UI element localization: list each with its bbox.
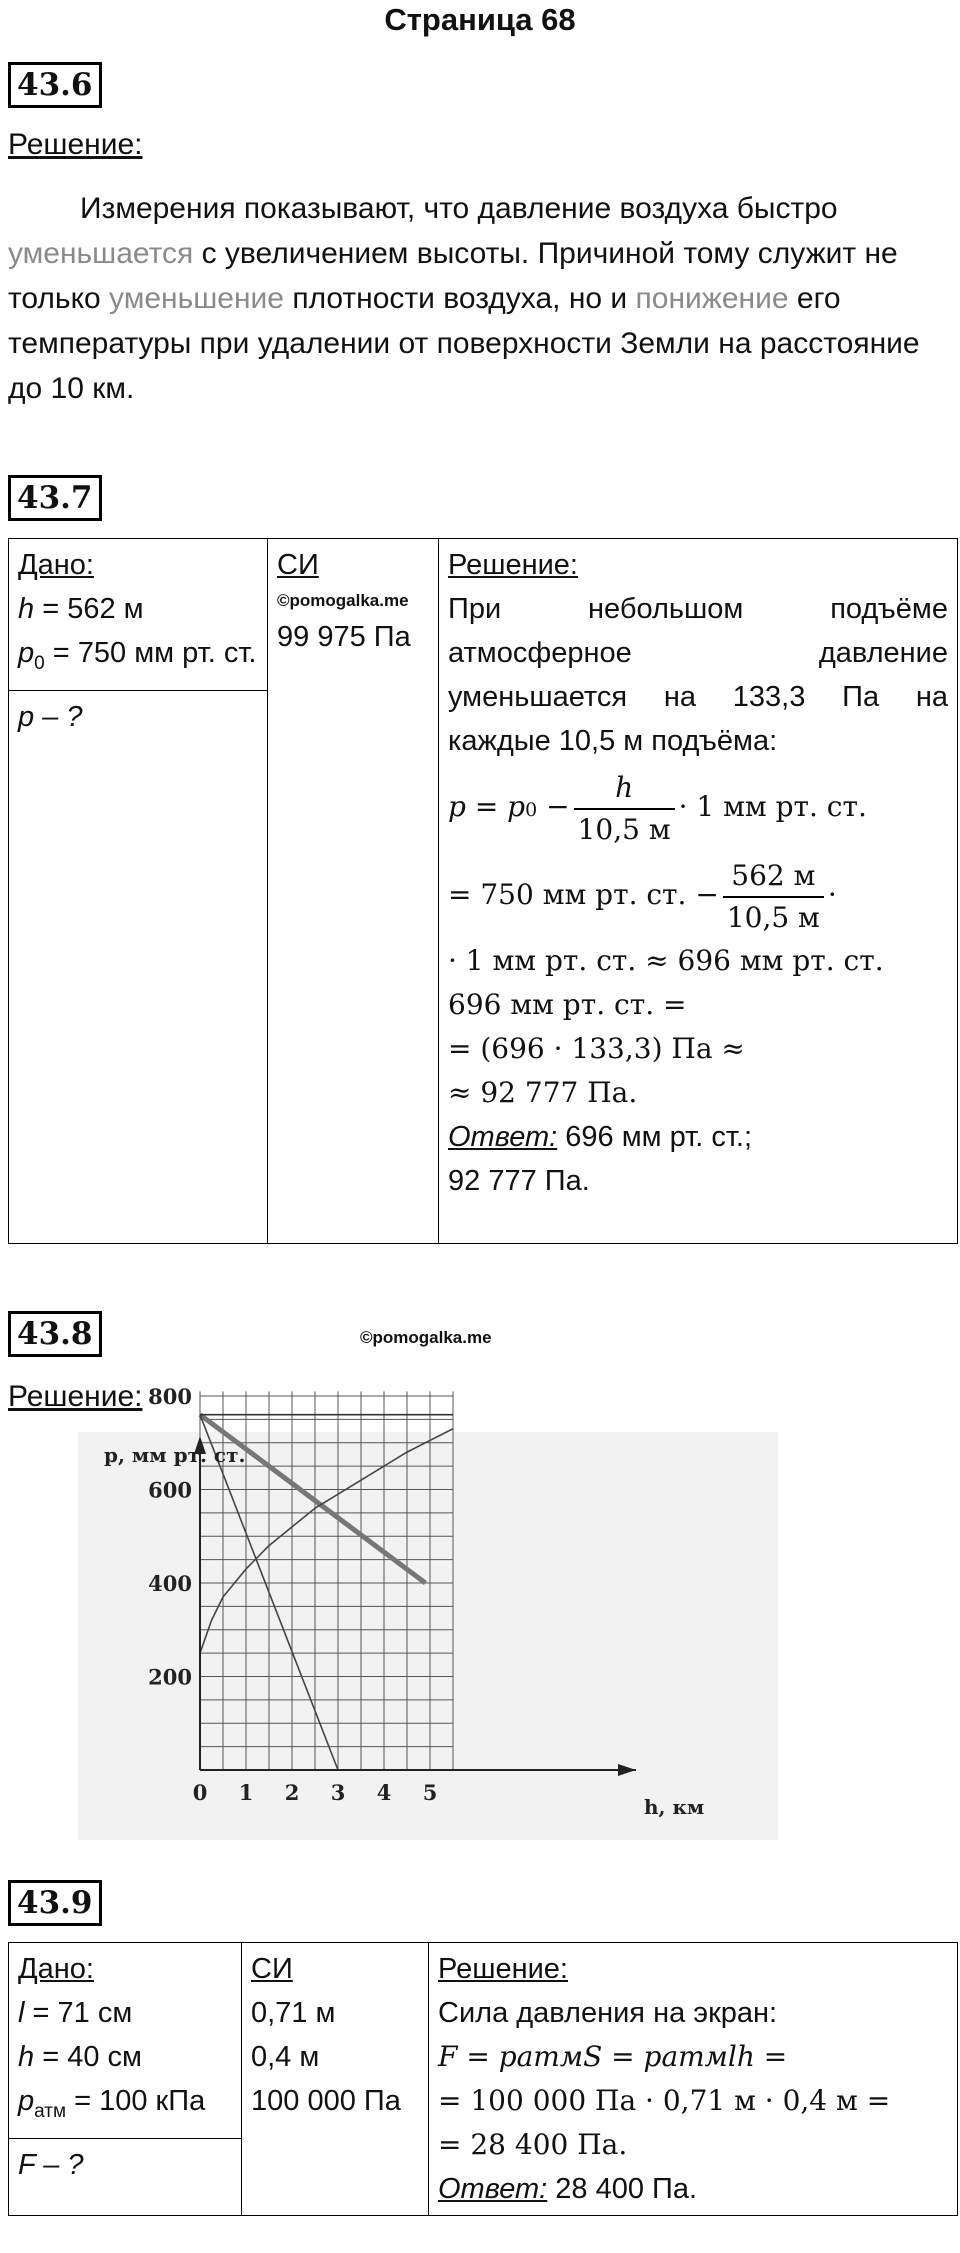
solution-label-43-6: Решение: [8, 128, 143, 161]
x-tick-label: 5 [422, 1780, 438, 1805]
formula-3: = 28 400 Па. [438, 2128, 628, 2161]
given-h: h = 562 м [18, 593, 144, 625]
si-value: 0,4 м [251, 2041, 320, 2073]
formula-6: ≈ 92 777 Па. [448, 1076, 638, 1109]
y-tick-label: 800 [148, 1384, 192, 1409]
y-axis-label: p, мм рт. ст. [104, 1443, 246, 1467]
solution-table-43-9 [8, 1942, 958, 2216]
solution-cell [429, 1943, 958, 2216]
x-tick-label: 2 [284, 1780, 300, 1805]
solution-text: каждые 10,5 м подъёма: [448, 725, 778, 757]
answer-line: Ответ: 28 400 Па. [438, 2173, 698, 2205]
problem-number-43-7: 43.7 [8, 475, 102, 521]
si-cell [242, 1943, 429, 2216]
given-p0: $p_0 = 750$ мм рт. ст. [18, 637, 257, 674]
text-part: с увеличением высоты. Причиной тому служит не только [8, 237, 898, 315]
given-l: l = 71 см [18, 1997, 133, 2029]
pressure-altitude-chart [78, 1384, 778, 1840]
formula-1: p = p0 − $\frac{h}{10,5 м}$ · 1 мм рт. ст. [448, 763, 948, 851]
solution-label: Решение: [438, 1953, 568, 1985]
text-part: его температуры при удалении от поверхности Земли на расстояние до 10 км. [8, 282, 920, 405]
find-cell [9, 2138, 242, 2215]
x-tick-label: 1 [238, 1780, 254, 1805]
si-value: 99 975 Па [277, 621, 411, 653]
text-part: Измерения показывают, что давление воздуха быстро [80, 192, 838, 225]
given-p: $p_{атм} = 100$ кПа [18, 2085, 206, 2122]
find-text: F – ? [18, 2148, 84, 2181]
x-tick-label: 3 [330, 1780, 346, 1805]
page-title: Страница 68 [384, 2, 576, 37]
formula-2: = 750 мм рт. ст. − $\frac{562 м}{10,5 м}$ · [448, 851, 948, 939]
formula-4: 696 мм рт. ст. = [448, 988, 687, 1021]
find-cell [9, 690, 268, 1243]
text-part: плотности воздуха, но и [283, 282, 636, 315]
solution-table-43-7 [8, 538, 958, 1244]
given-cell [9, 1943, 242, 2139]
given-label: Дано: [18, 1953, 94, 1985]
formula-2: = 100 000 Па · 0,71 м · 0,4 м = [438, 2084, 891, 2117]
answer-line: Ответ: 696 мм рт. ст.; [448, 1121, 753, 1153]
x-tick-label: 0 [192, 1780, 208, 1805]
si-value: 100 000 Па [251, 2085, 401, 2117]
given-label: Дано: [18, 549, 94, 581]
solution-cell [439, 539, 958, 1244]
y-tick-label: 200 [148, 1664, 192, 1690]
x-axis-label: h, км [644, 1795, 705, 1819]
problem-number-43-8: 43.8 [8, 1311, 102, 1357]
given-h: h = 40 см [18, 2041, 142, 2073]
y-tick-label: 600 [148, 1477, 192, 1503]
answer-text-43-6 [8, 186, 953, 411]
formula-5: = (696 · 133,3) Па ≈ [448, 1032, 745, 1065]
solution-text: При небольшом подъёме [448, 593, 948, 625]
si-cell [268, 539, 439, 1244]
given-cell [9, 539, 268, 691]
si-label: СИ [251, 1953, 293, 1985]
y-tick-label: 400 [148, 1571, 192, 1596]
find-text: p – ? [18, 700, 83, 733]
solution-text: атмосферное давление [448, 637, 948, 669]
highlight-decrease: уменьшение [109, 282, 284, 315]
highlight-lowering: понижение [635, 282, 789, 315]
watermark: ©pomogalka.me [360, 1328, 492, 1347]
solution-label-43-8: Решение: [8, 1380, 143, 1413]
solution-label: Решение: [448, 549, 578, 581]
formula-3: · 1 мм рт. ст. ≈ 696 мм рт. ст. [448, 944, 884, 977]
watermark: ©pomogalka.me [277, 591, 409, 610]
answer-line-2: 92 777 Па. [448, 1165, 590, 1197]
si-label: СИ [277, 549, 319, 581]
x-tick-label: 4 [376, 1780, 392, 1805]
problem-number-43-9: 43.9 [8, 1880, 102, 1926]
formula-1: F = pатмS = pатмlh = [438, 2040, 788, 2073]
highlight-decreases: уменьшается [8, 237, 194, 270]
solution-text: уменьшается на 133,3 Па на [448, 681, 948, 713]
si-value: 0,71 м [251, 1997, 336, 2029]
solution-text: Сила давления на экран: [438, 1997, 778, 2029]
problem-number-43-6: 43.6 [8, 62, 102, 108]
